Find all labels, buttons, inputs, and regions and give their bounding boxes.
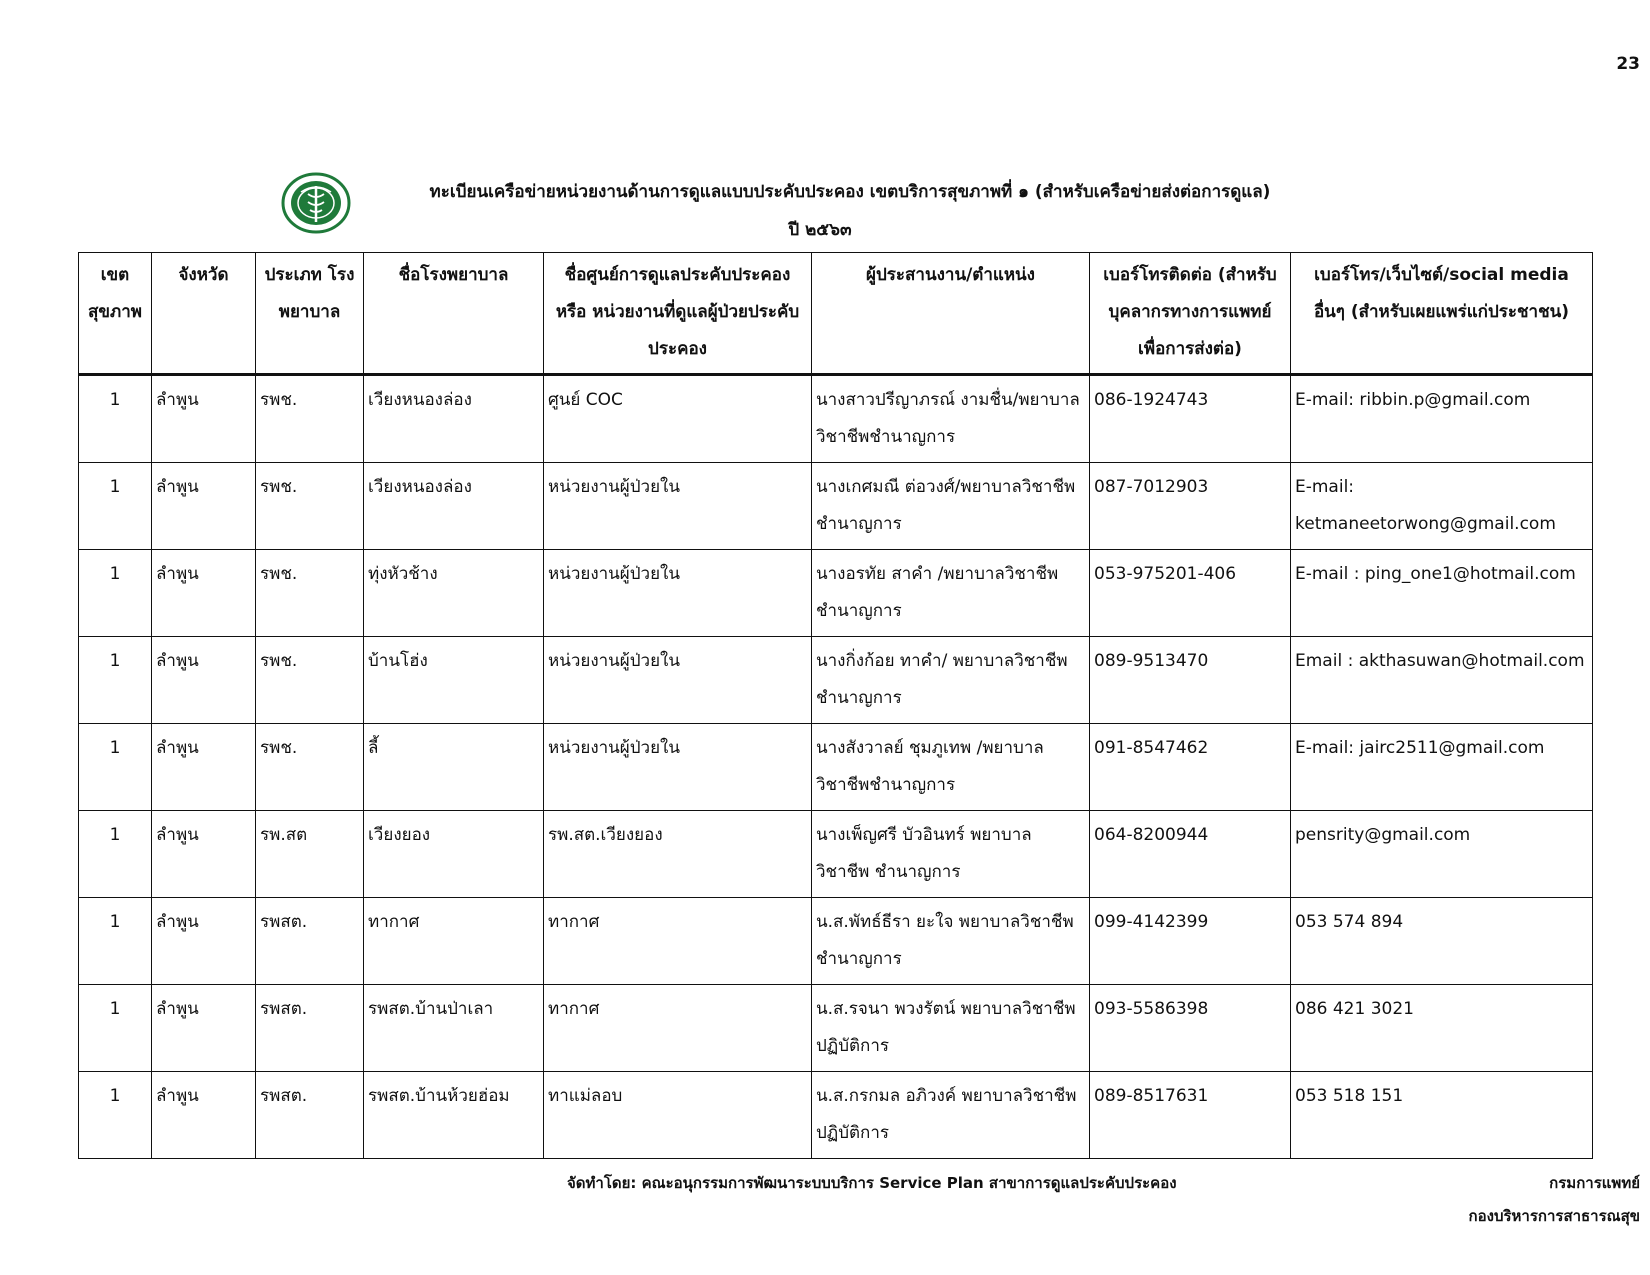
table-row — [79, 811, 1593, 898]
cell-hospital-type: รพสต. — [256, 985, 364, 1072]
table-row — [79, 898, 1593, 985]
header-public-contact: เบอร์โทร/เว็บไซต์/social media อื่นๆ (สำหรับเผยแพร่แก่ประชาชน) — [1291, 253, 1593, 375]
table-row — [79, 724, 1593, 811]
cell-care-center: ทากาศ — [544, 898, 812, 985]
cell-coordinator: น.ส.กรกมล อภิวงค์ พยาบาลวิชาชีพปฏิบัติการ — [812, 1072, 1090, 1159]
cell-zone: 1 — [79, 898, 152, 985]
footer-department: กรมการแพทย์ — [1549, 1174, 1640, 1192]
cell-coordinator: นางสาวปรีญาภรณ์ งามชื่น/พยาบาลวิชาชีพชำนาญการ — [812, 375, 1090, 463]
cell-public-contact: 053 518 151 — [1291, 1072, 1593, 1159]
cell-public-contact: 053 574 894 — [1291, 898, 1593, 985]
cell-hospital-name: ลี้ — [364, 724, 544, 811]
header-hospital-name: ชื่อโรงพยาบาล — [364, 253, 544, 375]
cell-hospital-type: รพช. — [256, 637, 364, 724]
cell-public-contact: E-mail: ribbin.p@gmail.com — [1291, 375, 1593, 463]
footer-division: กองบริหารการสาธารณสุข — [1468, 1207, 1640, 1225]
cell-public-contact: 086 421 3021 — [1291, 985, 1593, 1072]
registry-table — [78, 252, 1593, 1159]
page-number: 23 — [1616, 54, 1640, 74]
cell-coordinator: นางอรทัย สาคำ /พยาบาลวิชาชีพชำนาญการ — [812, 550, 1090, 637]
cell-referral-phone: 089-8517631 — [1090, 1072, 1291, 1159]
cell-hospital-type: รพช. — [256, 724, 364, 811]
cell-hospital-type: รพ.สต — [256, 811, 364, 898]
cell-care-center: ทาแม่ลอบ — [544, 1072, 812, 1159]
cell-public-contact: E-mail: jairc2511@gmail.com — [1291, 724, 1593, 811]
cell-zone: 1 — [79, 1072, 152, 1159]
cell-zone: 1 — [79, 724, 152, 811]
cell-hospital-name: บ้านโฮ่ง — [364, 637, 544, 724]
cell-care-center: หน่วยงานผู้ป่วยใน — [544, 724, 812, 811]
cell-care-center: รพ.สต.เวียงยอง — [544, 811, 812, 898]
cell-province: ลำพูน — [152, 637, 256, 724]
cell-referral-phone: 091-8547462 — [1090, 724, 1291, 811]
ministry-seal-icon — [281, 172, 351, 234]
cell-referral-phone: 099-4142399 — [1090, 898, 1291, 985]
cell-hospital-name: ทุ่งหัวช้าง — [364, 550, 544, 637]
cell-referral-phone: 089-9513470 — [1090, 637, 1291, 724]
cell-referral-phone: 086-1924743 — [1090, 375, 1291, 463]
cell-public-contact: pensrity@gmail.com — [1291, 811, 1593, 898]
cell-hospital-type: รพสต. — [256, 898, 364, 985]
cell-province: ลำพูน — [152, 550, 256, 637]
cell-province: ลำพูน — [152, 724, 256, 811]
cell-province: ลำพูน — [152, 1072, 256, 1159]
cell-hospital-name: เวียงหนองล่อง — [364, 375, 544, 463]
header-referral-phone: เบอร์โทรติดต่อ (สำหรับบุคลากรทางการแพทย์เพื่อการส่งต่อ) — [1090, 253, 1291, 375]
cell-zone: 1 — [79, 637, 152, 724]
cell-care-center: หน่วยงานผู้ป่วยใน — [544, 637, 812, 724]
cell-zone: 1 — [79, 550, 152, 637]
cell-referral-phone: 093-5586398 — [1090, 985, 1291, 1072]
cell-coordinator: นางเกศมณี ต่อวงศ์/พยาบาลวิชาชีพชำนาญการ — [812, 463, 1090, 550]
cell-care-center: หน่วยงานผู้ป่วยใน — [544, 550, 812, 637]
table-row — [79, 985, 1593, 1072]
cell-zone: 1 — [79, 811, 152, 898]
table-header-row — [79, 253, 1593, 375]
cell-hospital-type: รพช. — [256, 375, 364, 463]
cell-care-center: ทากาศ — [544, 985, 812, 1072]
cell-public-contact: E-mail: ketmaneetorwong@gmail.com — [1291, 463, 1593, 550]
cell-zone: 1 — [79, 375, 152, 463]
cell-public-contact: E-mail : ping_one1@hotmail.com — [1291, 550, 1593, 637]
document-title: ทะเบียนเครือข่ายหน่วยงานด้านการดูแลแบบประคับประคอง เขตบริการสุขภาพที่ ๑ (สำหรับเครือข่ายส่งต่อการดูแล) — [429, 182, 1271, 202]
cell-care-center: หน่วยงานผู้ป่วยใน — [544, 463, 812, 550]
table-row — [79, 550, 1593, 637]
cell-care-center: ศูนย์ COC — [544, 375, 812, 463]
cell-coordinator: นางเพ็ญศรี บัวอินทร์ พยาบาลวิชาชีพ ชำนาญการ — [812, 811, 1090, 898]
cell-coordinator: น.ส.พัทธ์ธีรา ยะใจ พยาบาลวิชาชีพชำนาญการ — [812, 898, 1090, 985]
cell-hospital-type: รพช. — [256, 463, 364, 550]
header-care-center: ชื่อศูนย์การดูแลประคับประคอง หรือ หน่วยงานที่ดูแลผู้ป่วยประคับประคอง — [544, 253, 812, 375]
cell-coordinator: นางสังวาลย์ ชุมภูเทพ /พยาบาลวิชาชีพชำนาญการ — [812, 724, 1090, 811]
table-row — [79, 637, 1593, 724]
cell-hospital-name: รพสต.บ้านป่าเลา — [364, 985, 544, 1072]
cell-referral-phone: 053-975201-406 — [1090, 550, 1291, 637]
cell-province: ลำพูน — [152, 985, 256, 1072]
cell-hospital-name: รพสต.บ้านห้วยฮ่อม — [364, 1072, 544, 1159]
cell-coordinator: นางกิ่งก้อย ทาคำ/ พยาบาลวิชาชีพชำนาญการ — [812, 637, 1090, 724]
cell-referral-phone: 064-8200944 — [1090, 811, 1291, 898]
table-row — [79, 375, 1593, 463]
cell-coordinator: น.ส.รจนา พวงรัตน์ พยาบาลวิชาชีพปฏิบัติการ — [812, 985, 1090, 1072]
cell-hospital-type: รพช. — [256, 550, 364, 637]
cell-zone: 1 — [79, 985, 152, 1072]
cell-zone: 1 — [79, 463, 152, 550]
cell-public-contact: Email : akthasuwan@hotmail.com — [1291, 637, 1593, 724]
cell-province: ลำพูน — [152, 463, 256, 550]
cell-hospital-type: รพสต. — [256, 1072, 364, 1159]
table-row — [79, 463, 1593, 550]
cell-hospital-name: เวียงหนองล่อง — [364, 463, 544, 550]
header-province: จังหวัด — [152, 253, 256, 375]
header-zone: เขต สุขภาพ — [79, 253, 152, 375]
header-hospital-type: ประเภท โรงพยาบาล — [256, 253, 364, 375]
document-subtitle: ปี ๒๕๖๓ — [788, 220, 852, 240]
cell-province: ลำพูน — [152, 898, 256, 985]
table-row — [79, 1072, 1593, 1159]
cell-province: ลำพูน — [152, 811, 256, 898]
footer-credit: จัดทำโดย: คณะอนุกรรมการพัฒนาระบบบริการ Service Plan สาขาการดูแลประคับประคอง — [567, 1174, 1177, 1192]
header-coordinator: ผู้ประสานงาน/ตำแหน่ง — [812, 253, 1090, 375]
cell-referral-phone: 087-7012903 — [1090, 463, 1291, 550]
cell-province: ลำพูน — [152, 375, 256, 463]
cell-hospital-name: ทากาศ — [364, 898, 544, 985]
cell-hospital-name: เวียงยอง — [364, 811, 544, 898]
